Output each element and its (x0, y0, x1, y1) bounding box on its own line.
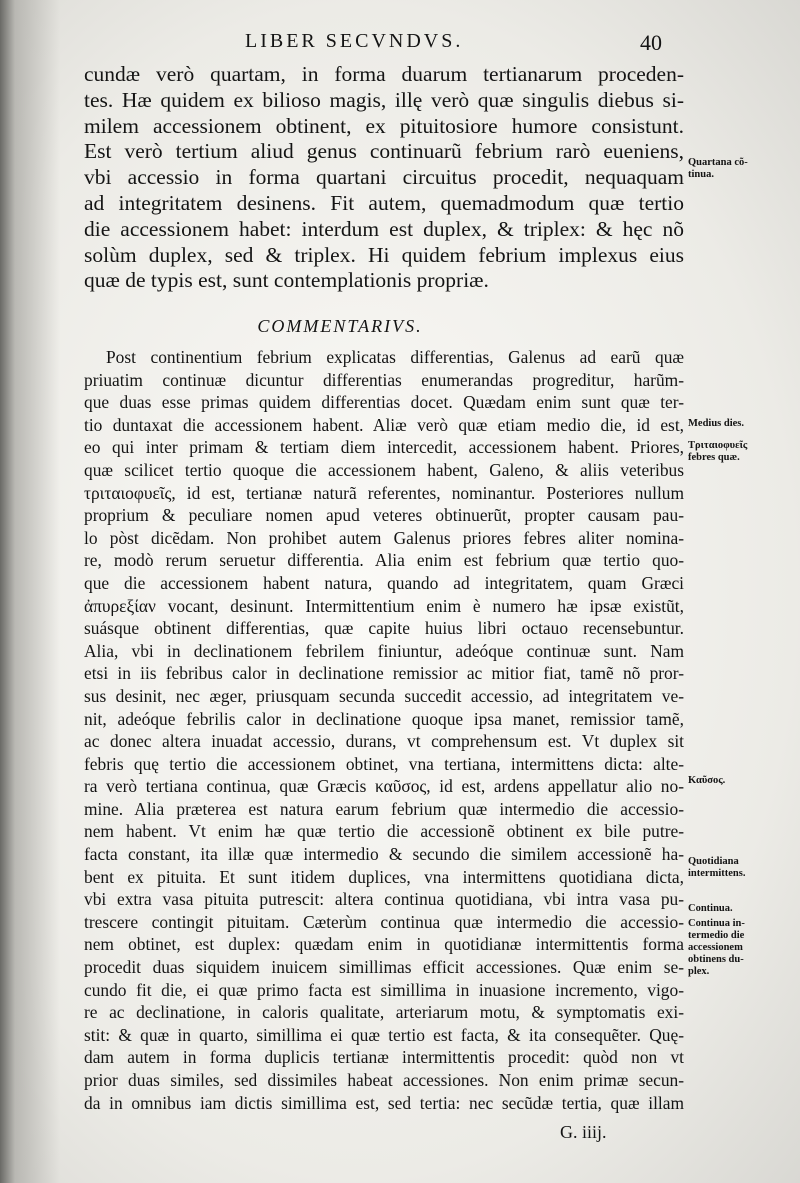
text-line: eo qui inter primam & tertiam diem intercedit, accessionem habent. Priores, (84, 437, 684, 458)
text-line: lo pòst dicẽdam. Non prohibet autem Galenus priores febres aliter nomina- (84, 527, 684, 548)
text-line: procedit duas siquidem inuicem simillimas efficit accessiones. Quæ enim se- (84, 957, 684, 978)
margin-note: Καῦσος. (688, 775, 726, 786)
text-line: nem habent. Vt enim hæ quæ tertio die accessionẽ obtinent ex bile putre- (84, 821, 684, 842)
text-line: que die accessionem habent natura, quando ad integritatem, quam Græci (84, 572, 684, 593)
text-line: Est verò tertium aliud genus continuarũ febrium rarò eueniens, (84, 139, 684, 164)
text-line: quæ de typis est, sunt contemplationis propriæ. (84, 268, 489, 293)
text-line: prior duas similes, sed dissimiles habeat accessiones. Non enim primæ secun- (84, 1070, 684, 1090)
text-line: febris quę tertio die accessionem obtinet, vna tertiana, intermittens dicta: alte- (84, 753, 684, 774)
text-line: priuatim continuæ dicuntur differentias enumerandas progreditur, harũm- (84, 369, 684, 390)
text-line: die accessionem habet: interdum est duplex, & triplex: & hęc nõ (84, 216, 684, 241)
text-line: sus desinit, nec æger, priusquam secunda succedit accessio, ad integritatem ve- (84, 685, 684, 706)
text-line: re ac declinatione, in caloris qualitate, arteriarum motu, & symptomatis exi- (84, 1002, 684, 1023)
text-line: nem obtinet, est duplex: quædam enim in quotidianæ intermittentis forma (84, 934, 684, 955)
text-line: que duas esse primas quidem differentias docet. Quædam enim sunt quæ ter- (84, 392, 684, 413)
text-line: proprium & peculiare nomen apud veteres obtinuerũt, propter causam pau- (84, 505, 684, 526)
margin-note: Τριταιοφυεῖς febres quæ. (688, 440, 748, 463)
text-line: ac donec altera inuadat accessio, durans, vt comprehensum est. Vt duplex sit (84, 731, 684, 752)
text-line: quæ scilicet tertio quoque die accessionem habent, Galeno, & aliis veteribus (84, 459, 684, 480)
binding-gutter-shadow (0, 0, 60, 1183)
text-line: bent ex pituita. Et sunt itidem duplices, vna intermittens quotidiana dicta, (84, 866, 684, 887)
text-line: Post continentium febrium explicatas differentias, Galenus ad earũ quæ (106, 347, 684, 367)
text-line: cundæ verò quartam, in forma duarum tertianarum proceden- (84, 62, 684, 86)
margin-note: Continua in- termedio die accessionem obtinens du- plex. (688, 918, 745, 977)
text-line: solùm duplex, sed & triplex. Hi quidem febrium implexus eius (84, 242, 684, 267)
text-line: milem accessionem obtinent, ex pituitosiore humore consistunt. (84, 113, 684, 138)
text-line: etsi in iis febribus calor in declinatione remissior ac mitior fiat, tamẽ nõ pror- (84, 663, 684, 684)
section-heading: COMMENTARIVS. (257, 316, 423, 336)
margin-note: Quartana cõ- tinua. (688, 157, 748, 180)
text-line: trescere contingit pituitam. Cæterùm continua quæ intermedio die accessio- (84, 911, 684, 932)
text-line: Alia, vbi in declinationem febrilem finiuntur, adeóque continuæ sunt. Nam (84, 640, 684, 661)
margin-note: Continua. (688, 903, 733, 914)
text-line: vbi accessio in forma quartani circuitus procedit, nequaquam (84, 165, 684, 190)
text-line: nit, adeóque febrilis calor in declinatione quoque ipsa manet, remissior tamẽ, (84, 708, 684, 729)
text-line: ἀπυρεξίαν vocant, desinunt. Intermittentium enim è numero hæ ipsæ existũt, (84, 595, 684, 616)
catchword-signature: G. iiij. (560, 1122, 607, 1142)
text-line: τριταιοφυεῖς, id est, tertianæ naturã referentes, nominantur. Posteriores nullum (84, 482, 684, 503)
running-head-title: LIBER SECVNDVS. (245, 30, 464, 52)
text-line: facta constant, ita illæ quæ intermedio & secundo die similem accessionẽ ha- (84, 844, 684, 865)
text-line: mine. Alia præterea est natura earum febrium quæ intermedio die accessio- (84, 798, 684, 819)
verse-text (84, 62, 684, 294)
text-line: ad integritatem desinens. Fit autem, quemadmodum quæ tertio (84, 190, 684, 215)
text-line: suásque obtinent differentias, quæ capite huius libri octauo recensebuntur. (84, 618, 684, 639)
text-line: re, modò rerum seruetur differentia. Alia enim est febrium quæ tertio quo- (84, 550, 684, 571)
text-line: ra verò tertiana continua, quæ Græcis καῦσος, id est, ardens appellatur alio no- (84, 776, 684, 797)
text-line: dam autem in forma duplicis tertianæ intermittentis procedit: quòd non vt (84, 1047, 684, 1068)
text-line: da in omnibus iam dictis simillima est, sed tertia: nec secũdæ tertia, quæ illam (84, 1092, 684, 1113)
text-line: tio duntaxat die accessionem habent. Aliæ verò quæ etiam medio die, id est, (84, 414, 684, 435)
folio-number: 40 (640, 30, 662, 55)
text-line: cundo fit die, ei quæ primo facta est simillima in inuasione incremento, vigo- (84, 979, 684, 1000)
margin-note: Medius dies. (688, 418, 745, 429)
text-line: stit: & quæ in quarto, simillima ei quæ tertio est facta, & ita consequẽter. Quę- (84, 1024, 684, 1045)
text-line: tes. Hæ quidem ex biliosо magis, illę verò quæ singulis diebus si- (84, 87, 684, 112)
commentary-text (84, 346, 684, 1114)
text-line: vbi extra vasa pituita putrescit: altera continua quotidiana, vbi intra vasa pu- (84, 889, 684, 910)
margin-note: Quotidiana intermittens. (688, 856, 746, 879)
